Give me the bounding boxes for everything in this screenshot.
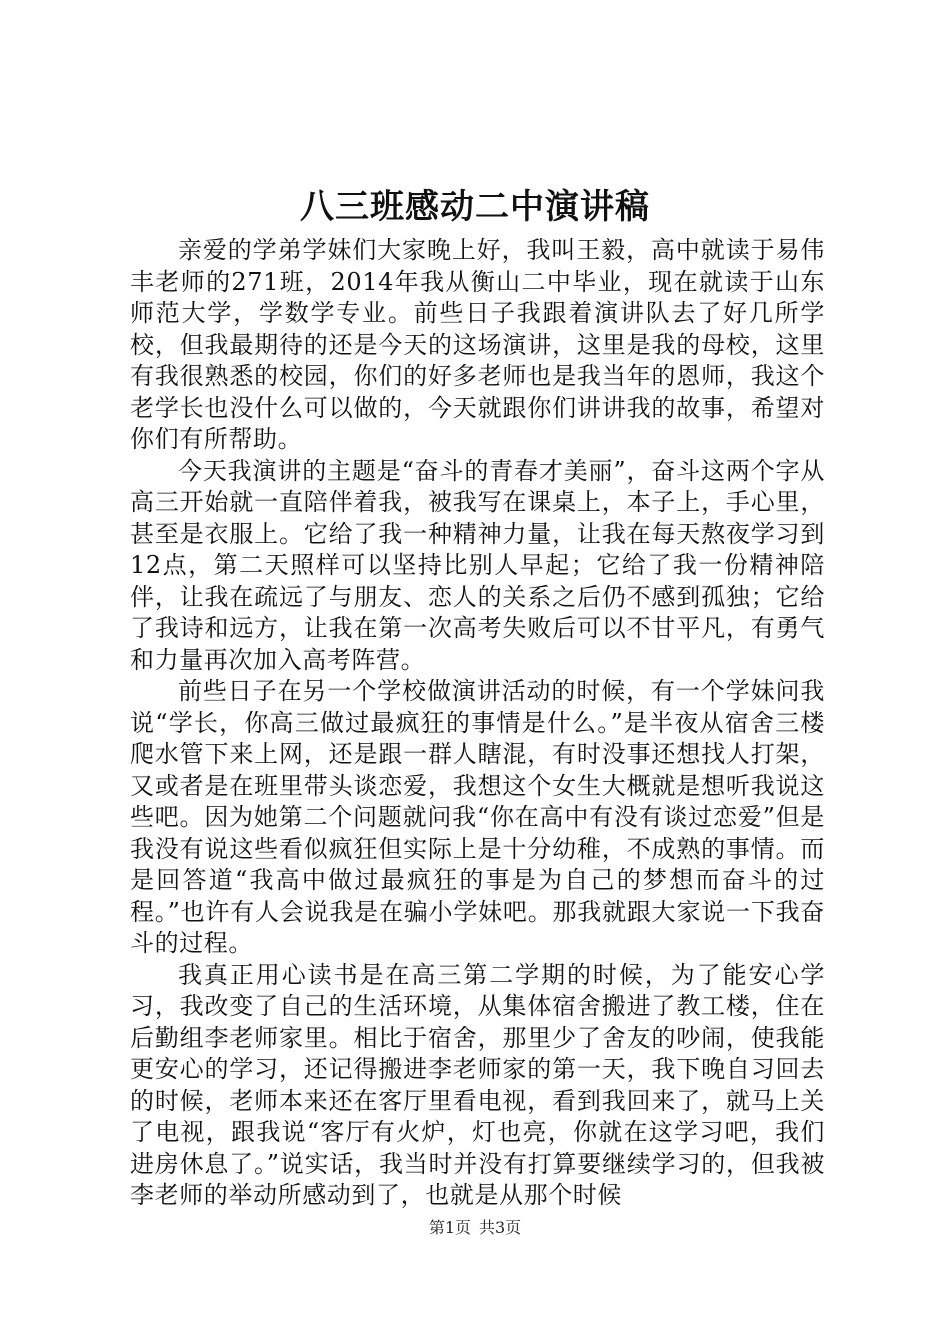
page-footer <box>0 1217 950 1239</box>
document-body <box>130 235 825 1212</box>
paragraph-4: 我真正用心读书是在高三第二学期的时候，为了能安心学习，我改变了自己的生活环境，从集体宿舍搬进了教工楼，住在后勤组李老师家里。相比于宿舍，那里少了舍友的吵闹，使我能更安心的学习，还记得搬进李老师家的第一天，我下晚自习回去的时候，老师本来还在客厅里看电视，看到我回来了，就马上关了电视，跟我说“客厅有火炉，灯也亮，你就在这学习吧，我们进房休息了。”说实话，我当时并没有打算要继续学习的，但我被李老师的举动所感动到了，也就是从那个时候 <box>130 960 825 1209</box>
paragraph-1: 亲爱的学弟学妹们大家晚上好，我叫王毅，高中就读于易伟丰老师的271班，2014年我从衡山二中毕业，现在就读于山东师范大学，学数学专业。前些日子我跟着演讲队去了好几所学校，但我最期待的还是今天的这场演讲，这里是我的母校，这里有我很熟悉的校园，你们的好多老师也是我当年的恩师，我这个老学长也没什么可以做的，今天就跟你们讲讲我的故事，希望对你们有所帮助。 <box>130 236 825 453</box>
page-number: 第1页 <box>428 1218 471 1237</box>
document-title: 八三班感动二中演讲稿 <box>300 187 650 227</box>
paragraph-3: 前些日子在另一个学校做演讲活动的时候，有一个学妹问我说“学长，你高三做过最疯狂的事情是什么。”是半夜从宿舍三楼爬水管下来上网，还是跟一群人瞎混，有时没事还想找人打架，又或者是在班里带头谈恋爱，我想这个女生大概就是想听我说这些吧。因为她第二个问题就问我“你在高中有没有谈过恋爱”但是我没有说这些看似疯狂但实际上是十分幼稚，不成熟的事情。而是回答道“我高中做过最疯狂的事是为自己的梦想而奋斗的过程。”也许有人会说我是在骗小学妹吧。那我就跟大家说一下我奋斗的过程。 <box>130 677 825 957</box>
paragraph-2: 今天我演讲的主题是“奋斗的青春才美丽”，奋斗这两个字从高三开始就一直陪伴着我，被我写在课桌上，本子上，手心里，甚至是衣服上。它给了我一种精神力量，让我在每天熬夜学习到12点，第二天照样可以坚持比别人早起；它给了我一份精神陪伴，让我在疏远了与朋友、恋人的关系之后仍不感到孤独；它给了我诗和远方，让我在第一次高考失败后可以不甘平凡，有勇气和力量再次加入高考阵营。 <box>130 456 825 674</box>
page-total: 共3页 <box>479 1218 522 1237</box>
